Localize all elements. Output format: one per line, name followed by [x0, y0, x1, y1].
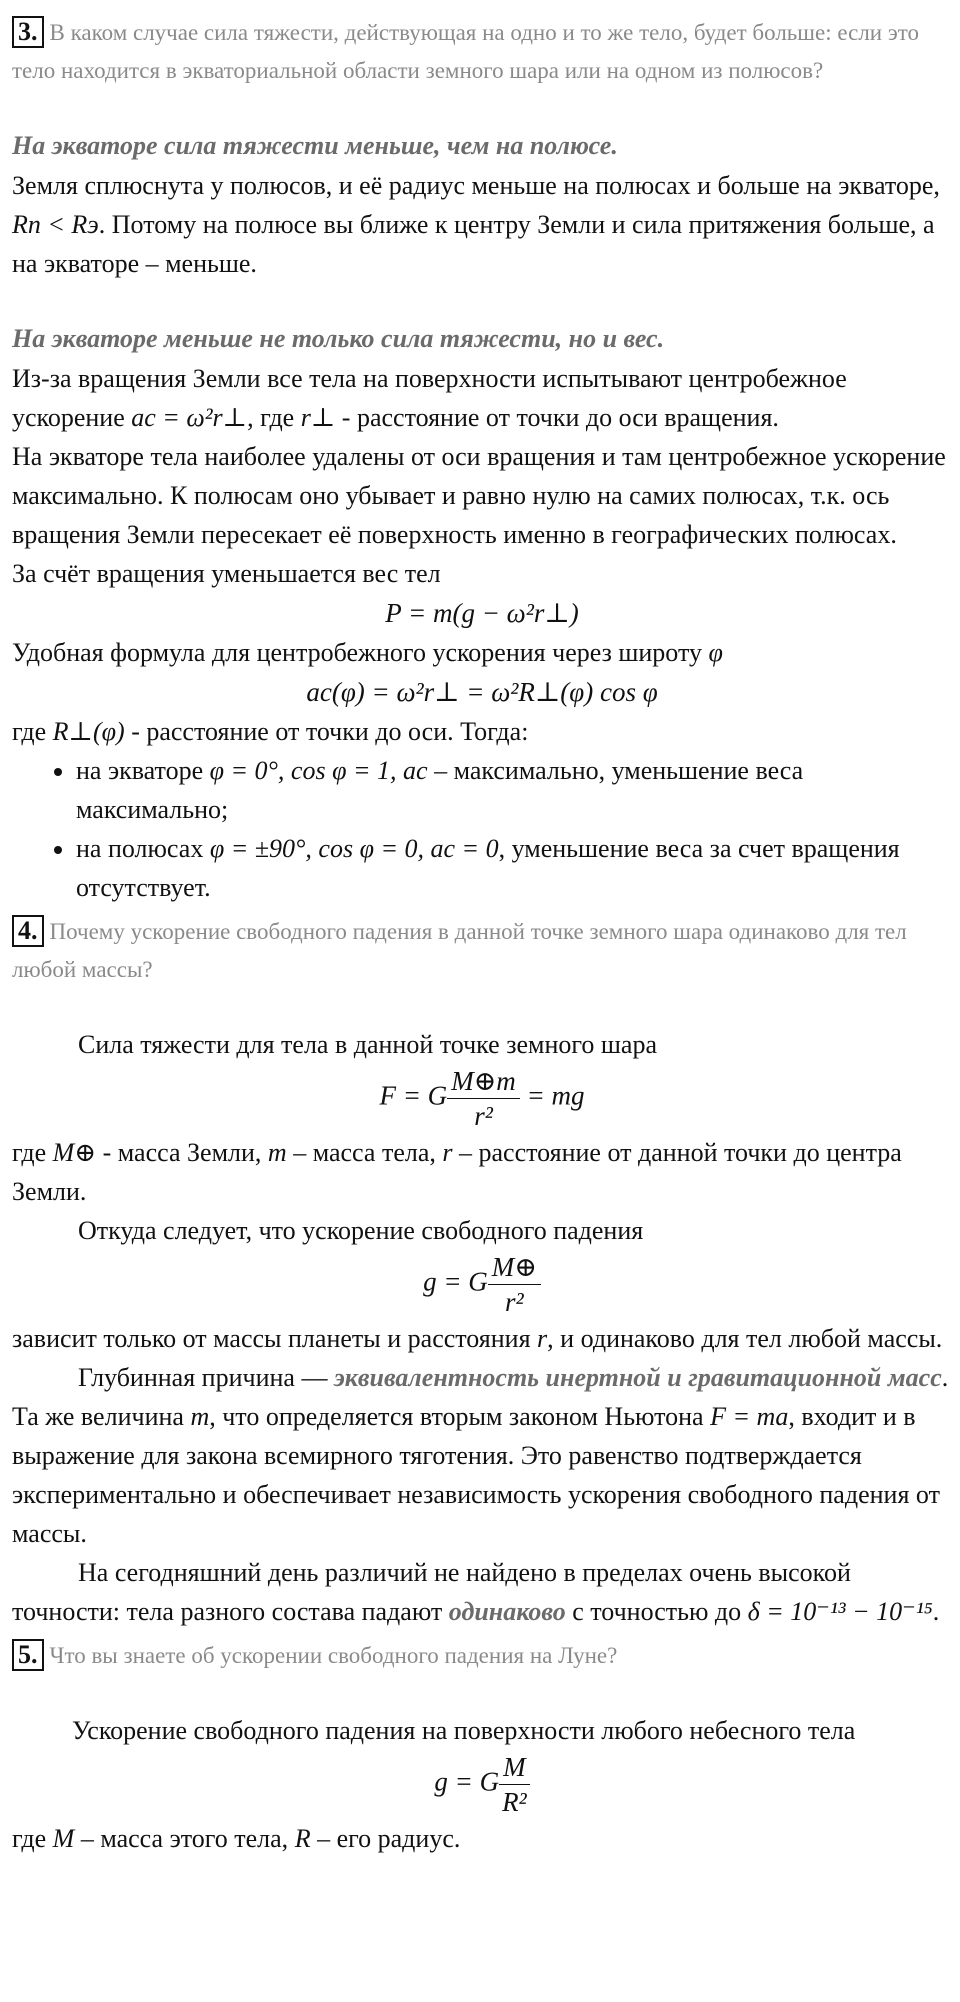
answer-3-heading-1: На экваторе сила тяжести меньше, чем на полюсе. [12, 131, 618, 160]
answer-3-paragraph-4: За счёт вращения уменьшается вес тел [12, 559, 441, 588]
gravity-force-formula: F = G $\frac{M\oplus m}{\text{r²}}$ = mg [379, 1066, 585, 1131]
answer-3-paragraph-2: Из-за вращения Земли все тела на поверхности испытывают центробежное ускорение aс = ω²r⊥, где r⊥ - расстояние от точки до оси вращения. [12, 364, 847, 432]
question-4 [12, 913, 952, 989]
answer-4-paragraph-3: Откуда следует, что ускорение свободного падения [78, 1216, 644, 1245]
weight-formula: P = m(g − ω²r⊥) [385, 598, 579, 628]
centrifugal-formula: aс(φ) = ω²r⊥ = ω²R⊥(φ) cos φ [306, 677, 658, 707]
question-3-text: В каком случае сила тяжести, действующая на одно и то же тело, будет больше: если это тело находится в экваториальной области земного шара или на одном из полюсов? [12, 20, 919, 83]
list-item: • на экваторе φ = 0°, cos φ = 1, aс – максимально, уменьшение веса максимально; [76, 751, 952, 829]
question-5 [12, 1637, 952, 1675]
document-page [12, 14, 952, 1858]
answer-4-paragraph-4: зависит только от массы планеты и расстояния r, и одинаково для тел любой массы. [12, 1324, 943, 1353]
answer-5-paragraph-2: где M – масса этого тела, R – его радиус. [12, 1824, 461, 1853]
celestial-gravity-formula: g = G $\frac{M}{\text{R²}}$ [12, 1750, 952, 1819]
list-item: • на полюсах φ = ±90°, cos φ = 0, aс = 0, уменьшение веса за счет вращения отсутствует. [76, 829, 952, 907]
answer-4-paragraph-5: Глубинная причина — эквивалентность инертной и гравитационной масс. Та же величина m, что определяется вторым законом Ньютона F = ma, входит и в выражение для закона всемирного тяготения. Это равенство подтверждается экспериментально и обеспечивает независимость ускорения свободного падения от массы. [12, 1363, 949, 1548]
answer-4-paragraph-1: Сила тяжести для тела в данной точке земного шара [78, 1030, 657, 1059]
question-number-3: 3. [12, 16, 44, 48]
latitude-cases-list [12, 751, 952, 907]
question-4-text: Почему ускорение свободного падения в данной точке земного шара одинаково для тел любой массы? [12, 919, 907, 982]
answer-4-paragraph-2: где M⊕ - масса Земли, m – масса тела, r – расстояние от данной точки до центра Земли. [12, 1138, 902, 1206]
question-3 [12, 14, 952, 90]
answer-5-paragraph-1: Ускорение свободного падения на поверхности любого небесного тела [72, 1716, 856, 1745]
question-number-5: 5. [12, 1639, 44, 1671]
free-fall-formula: g = G $\frac{M\oplus}{\text{r²}}$ [12, 1250, 952, 1319]
question-5-text: Что вы знаете об ускорении свободного падения на Луне? [49, 1643, 618, 1668]
radius-inequality: Rп < Rэ [12, 210, 99, 239]
answer-3-heading-2: На экваторе меньше не только сила тяжести, но и вес. [12, 324, 665, 353]
answer-3-paragraph-3: На экваторе тела наиболее удалены от оси вращения и там центробежное ускорение максимально. К полюсам оно убывает и равно нулю на самих полюсах, т.к. ось вращения Земли пересекает её поверхность именно в географических полюсах. [12, 442, 946, 549]
answer-3-paragraph-6: где R⊥(φ) - расстояние от точки до оси. Тогда: [12, 717, 529, 746]
answer-3-paragraph-5: Удобная формула для центробежного ускорения через широту φ [12, 638, 723, 667]
answer-4-paragraph-6: На сегодняшний день различий не найдено в пределах очень высокой точности: тела разного состава падают одинаково с точностью до δ = 10⁻¹³ − 10⁻¹⁵. [12, 1558, 940, 1626]
question-number-4: 4. [12, 915, 44, 947]
answer-3-paragraph-1: Земля сплюснута у полюсов, и её радиус меньше на полюсах и больше на экваторе, Rп < Rэ. Потому на полюсе вы ближе к центру Земли и сила притяжения больше, а на экваторе – меньше. [12, 171, 940, 278]
